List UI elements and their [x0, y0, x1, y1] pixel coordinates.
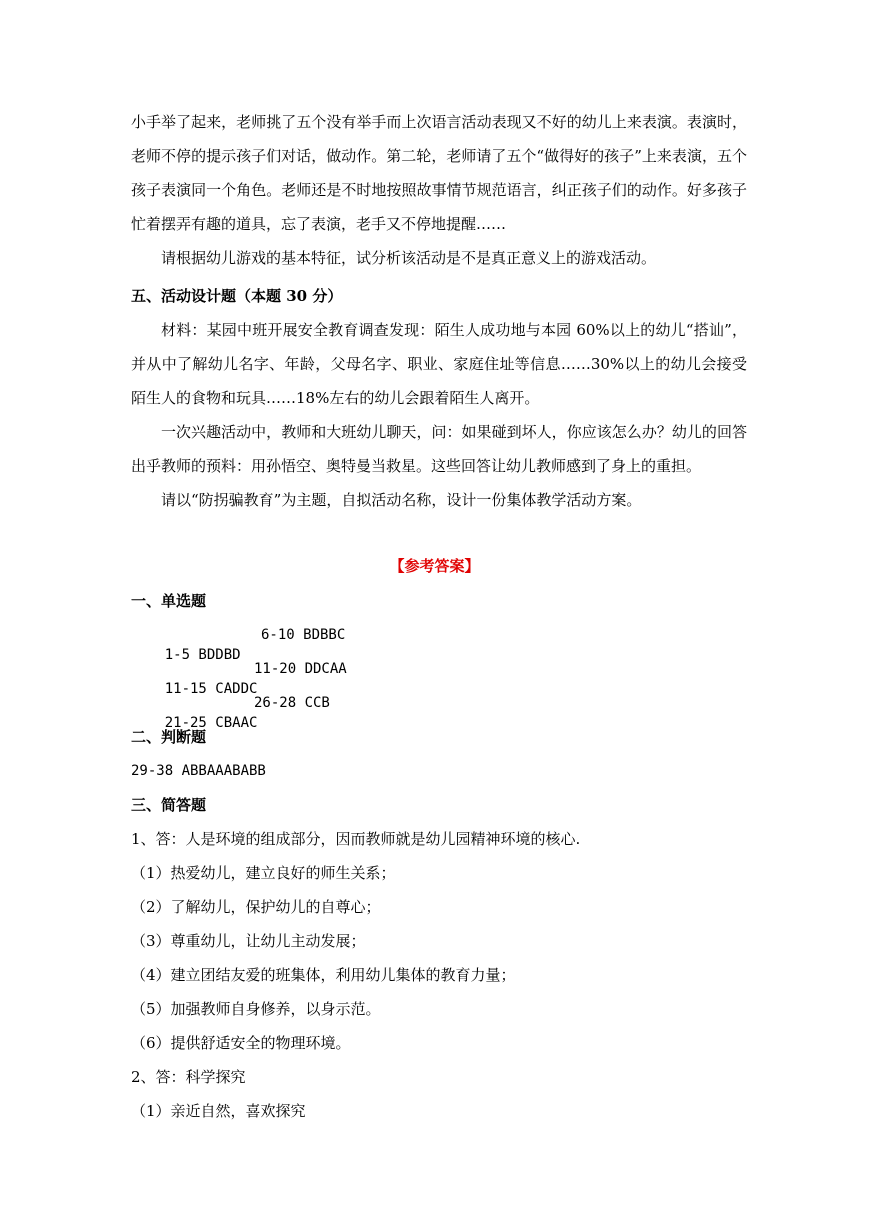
section5-task: 请以“防拐骗教育”为主题，自拟活动名称，设计一份集体教学活动方案。: [161, 491, 642, 509]
section5-situation: 一次兴趣活动中，教师和大班幼儿聊天，问：如果碰到坏人，你应该怎么办？幼儿的回答出乎教师的预料：用孙悟空、奥特曼当救星。这些回答让幼儿教师感到了身上的重担。: [131, 423, 747, 475]
judgement-answers: 29-38 ABBAAABABB: [131, 763, 266, 779]
list-item: （3）尊重幼儿，让幼儿主动发展；: [131, 932, 366, 950]
judgement-heading: 二、判断题: [131, 728, 207, 746]
section5-heading: 五、活动设计题（本题 30 分）: [131, 287, 343, 305]
reference-answer-title: 【参考答案】: [389, 557, 480, 575]
answer-cell: 11-20 DDCAA: [254, 661, 347, 677]
list-item: （2）了解幼儿，保护幼儿的自尊心；: [131, 898, 381, 916]
list-item: （1）亲近自然，喜欢探究: [131, 1102, 306, 1120]
answer-cell: 6-10 BDBBC: [261, 627, 346, 643]
short-answer-q2: 2、答：科学探究: [131, 1068, 246, 1086]
story-paragraph: 小手举了起来，老师挑了五个没有举手而上次语言活动表现又不好的幼儿上来表演。表演时，老师不停的提示孩子们对话，做动作。第二轮，老师请了五个“做得好的孩子”上来表演，五个孩子表演同一个角色。老师还是不时地按照故事情节规范语言，纠正孩子们的动作。好多孩子忙着摆弄有趣的道具，忘了表演，老手又不停地提醒……: [131, 113, 747, 233]
analysis-question: 请根据幼儿游戏的基本特征，试分析该活动是不是真正意义上的游戏活动。: [161, 249, 657, 267]
answer-cell: 21-25 CBAAC: [164, 715, 258, 731]
list-item: （6）提供舒适安全的物理环境。: [131, 1034, 351, 1052]
list-item: （4）建立团结友爱的班集体，利用幼儿集体的教育力量；: [131, 966, 516, 984]
list-item: （5）加强教师自身修养，以身示范。: [131, 1000, 381, 1018]
short-answer-q1: 1、答：人是环境的组成部分，因而教师就是幼儿园精神环境的核心.: [131, 830, 581, 848]
short-answer-heading: 三、简答题: [131, 796, 207, 814]
answer-cell: 26-28 CCB: [254, 695, 330, 711]
answer-cell: 11-15 CADDC: [164, 681, 258, 697]
section5-material: 材料：某园中班开展安全教育调查发现：陌生人成功地与本园 60%以上的幼儿“搭讪”，并从中了解幼儿名字、年龄，父母名字、职业、家庭住址等信息……30%以上的幼儿会接受陌生人的食物和玩具……18%左右的幼儿会跟着陌生人离开。: [131, 321, 747, 407]
answer-cell: 1-5 BDDBD: [164, 647, 241, 663]
list-item: （1）热爱幼儿，建立良好的师生关系；: [131, 864, 396, 882]
single-choice-heading: 一、单选题: [131, 592, 207, 610]
